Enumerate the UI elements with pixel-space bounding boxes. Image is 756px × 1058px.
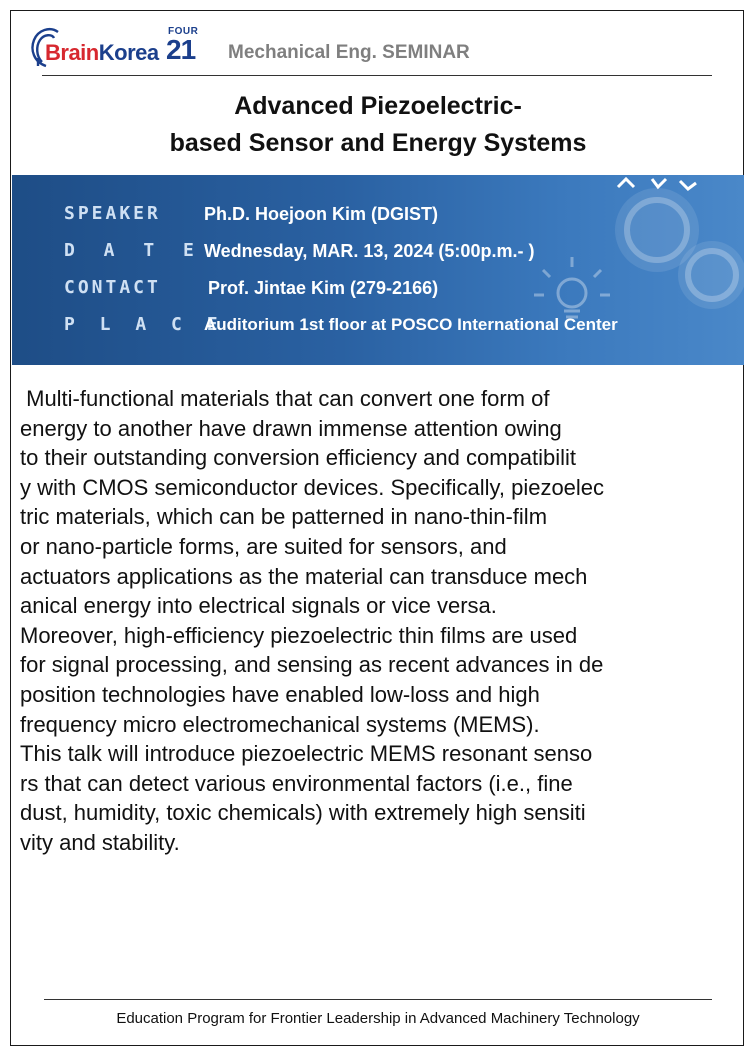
- abstract-line: This talk will introduce piezoelectric MEMS resonant senso: [20, 741, 593, 767]
- talk-title: [40, 88, 716, 162]
- abstract-line: position technologies have enabled low-loss and high: [20, 681, 540, 707]
- abstract-line: y with CMOS semiconductor devices. Specifically, piezoelec: [20, 474, 605, 500]
- abstract-line: dust, humidity, toxic chemicals) with extremely high sensiti: [20, 800, 586, 826]
- abstract-line: Multi-functional materials that can convert one form of: [20, 386, 550, 411]
- abstract-line: actuators applications as the material can transduce mech: [20, 563, 588, 589]
- place-value: Auditorium 1st floor at POSCO International Center: [204, 315, 618, 334]
- contact-value: Prof. Jintae Kim (279-2166): [208, 278, 439, 298]
- abstract-line: tric materials, which can be patterned in nano-thin-film: [20, 504, 548, 530]
- seminar-title: Mechanical Eng. SEMINAR: [228, 42, 470, 63]
- talk-title-line-2: based Sensor and Energy Systems: [169, 129, 587, 157]
- date-value: Wednesday, MAR. 13, 2024 (5:00p.m.- ): [204, 241, 535, 261]
- abstract-line: Moreover, high-efficiency piezoelectric thin films are used: [20, 622, 578, 648]
- logo-wordmark: [45, 40, 159, 66]
- abstract-line: vity and stability.: [20, 829, 180, 855]
- speaker-label: SPEAKER: [64, 203, 161, 224]
- contact-label: CONTACT: [64, 277, 161, 298]
- abstract-line: energy to another have drawn immense attention owing: [20, 415, 562, 441]
- abstract-line: rs that can detect various environmental factors (i.e., fine: [20, 770, 573, 796]
- abstract-line: for signal processing, and sensing as recent advances in de: [20, 652, 604, 678]
- logo-korea-text: Korea: [98, 40, 159, 65]
- top-divider: [42, 75, 712, 76]
- talk-title-line-1: Advanced Piezoelectric-: [234, 92, 522, 120]
- abstract-line: to their outstanding conversion efficiency and compatibilit: [20, 445, 577, 471]
- abstract-line: or nano-particle forms, are suited for sensors, and: [20, 533, 507, 559]
- place-label: P L A C E: [64, 314, 225, 335]
- bottom-divider: [44, 999, 712, 1000]
- info-banner: [12, 175, 744, 365]
- logo-four-text: FOUR: [168, 26, 199, 37]
- speaker-value: Ph.D. Hoejoon Kim (DGIST): [204, 204, 438, 224]
- date-label: D A T E: [64, 240, 203, 261]
- logo-21-text: 21: [166, 34, 196, 65]
- footer-text: Education Program for Frontier Leadership in Advanced Machinery Technology: [116, 1010, 640, 1027]
- abstract-line: frequency micro electromechanical systems (MEMS).: [20, 711, 540, 737]
- abstract-text: [20, 384, 732, 858]
- abstract-line: anical energy into electrical signals or vice versa.: [20, 593, 497, 619]
- logo-brain-text: Brain: [45, 40, 99, 65]
